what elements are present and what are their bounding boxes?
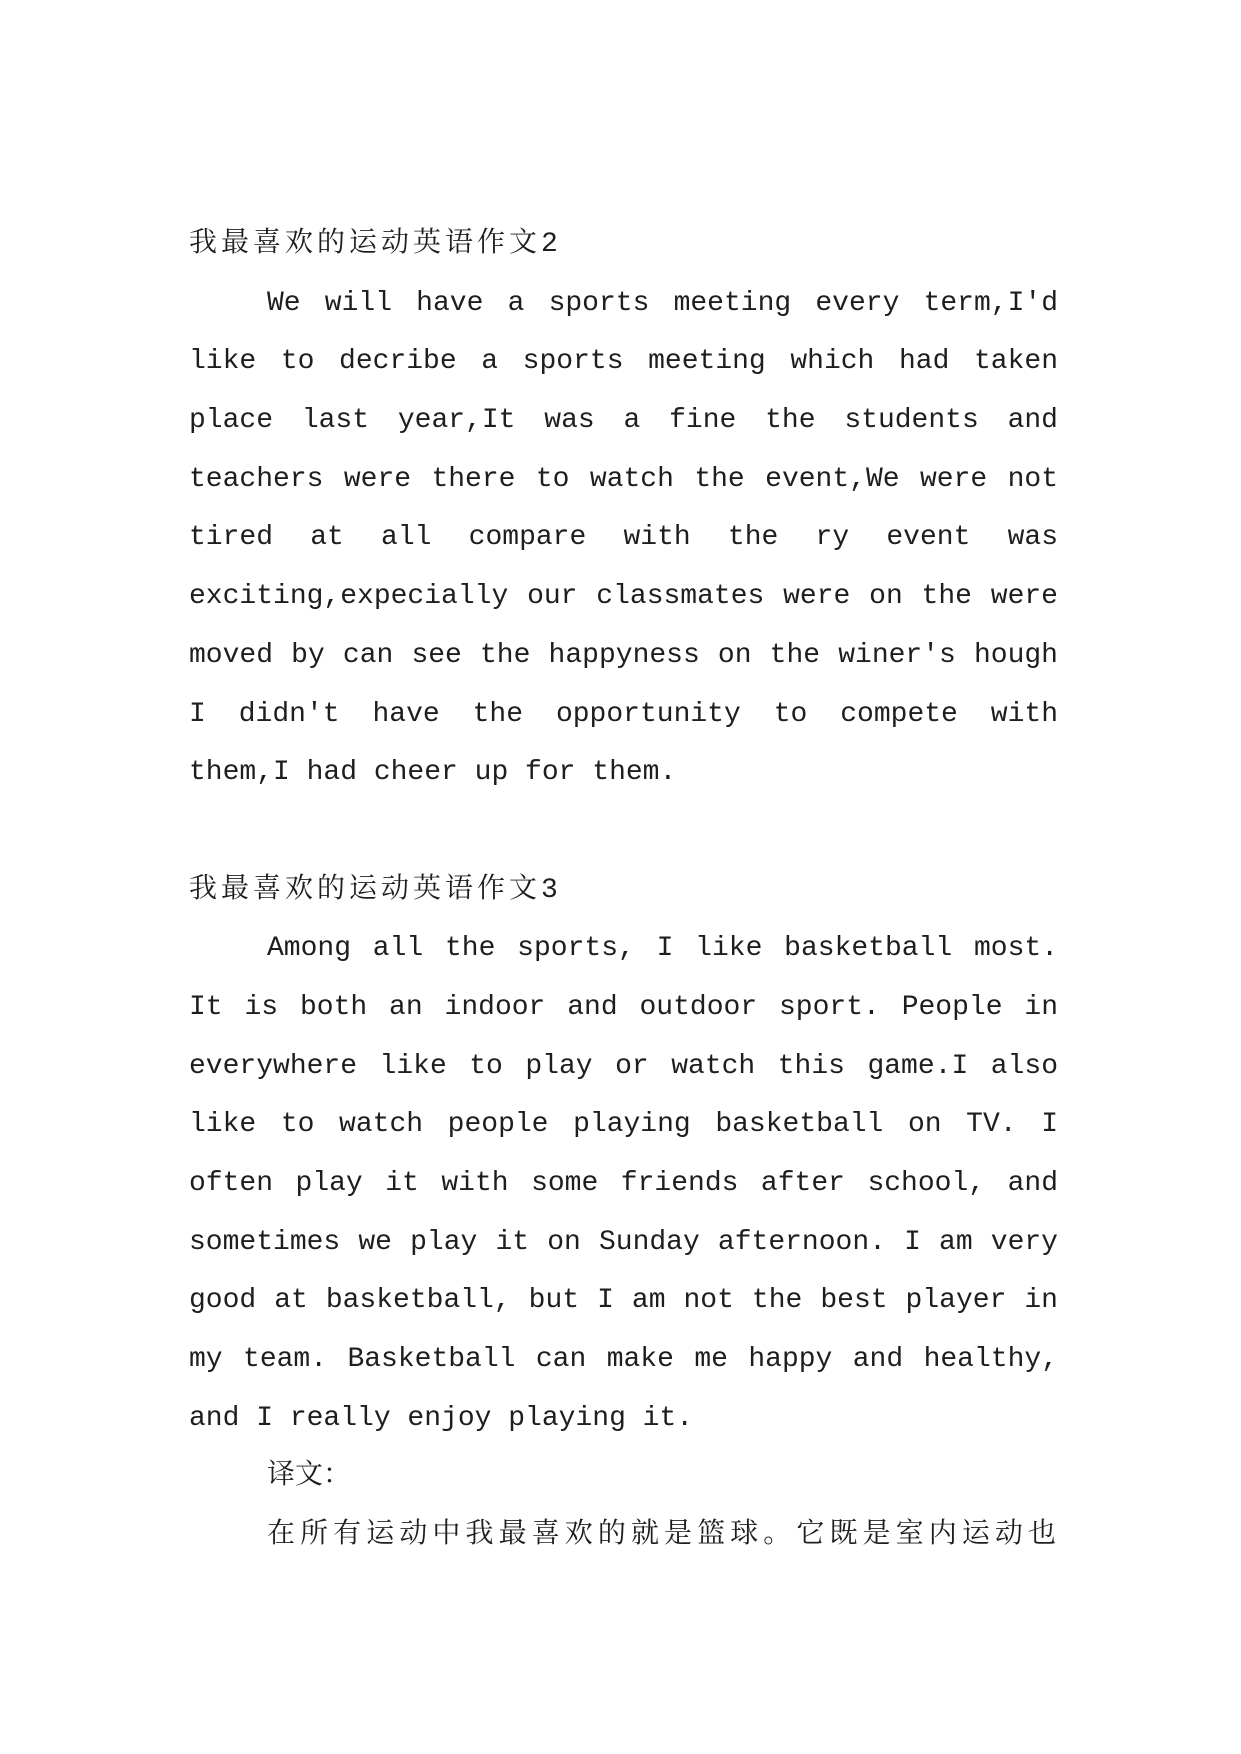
essay-2-paragraph [189, 275, 1058, 803]
essay-3-line: often play it with some friends after school, and [189, 1168, 1058, 1199]
essay-3-line: everywhere like to play or watch this game.I also [189, 1050, 1058, 1082]
essay-3-line: sometimes we play it on Sunday afternoon. I am very [189, 1226, 1058, 1258]
translation-line: 在所有运动中我最喜欢的就是篮球。它既是室内运动也 [267, 1520, 1058, 1552]
essay-3-line: good at basketball, but I am not the best player in [189, 1285, 1058, 1317]
essay-2-line: them,I had cheer up for them. [189, 757, 677, 789]
essay-3-line: and I really enjoy playing it. [189, 1402, 694, 1434]
essay-3-paragraph [189, 920, 1058, 1448]
translation-label: 译文： [267, 1461, 352, 1493]
essay-2-line: exciting,expecially our classmates were on the were [189, 581, 1058, 613]
essay-2-line: teachers were there to watch the event,We were not [189, 463, 1058, 495]
essay-3-line: It is both an indoor and outdoor sport. People in [189, 991, 1058, 1023]
essay-2-line: I didn't have the opportunity to compete with [189, 698, 1058, 730]
essay-2-heading: 我最喜欢的运动英语作文2 [189, 229, 562, 260]
essay-2-line: place last year,It was a fine the students and [189, 405, 1058, 437]
essay-2-line: like to decribe a sports meeting which had taken [189, 346, 1058, 378]
section-spacer [189, 803, 1058, 862]
essay-3-line: my team. Basketball can make me happy and healthy, [189, 1344, 1058, 1376]
essay-2-line: moved by can see the happyness on the winer's hough [189, 639, 1058, 671]
text-column [189, 216, 1058, 1566]
essay-2-line: tired at all compare with the ry event was [189, 522, 1058, 554]
essay-2-line: We will have a sports meeting every term,I'd [267, 287, 1058, 319]
essay-3-line: Among all the sports, I like basketball most. [267, 933, 1058, 965]
essay-3-line: like to watch people playing basketball on TV. I [189, 1109, 1058, 1141]
essay-3-heading: 我最喜欢的运动英语作文3 [189, 874, 562, 906]
